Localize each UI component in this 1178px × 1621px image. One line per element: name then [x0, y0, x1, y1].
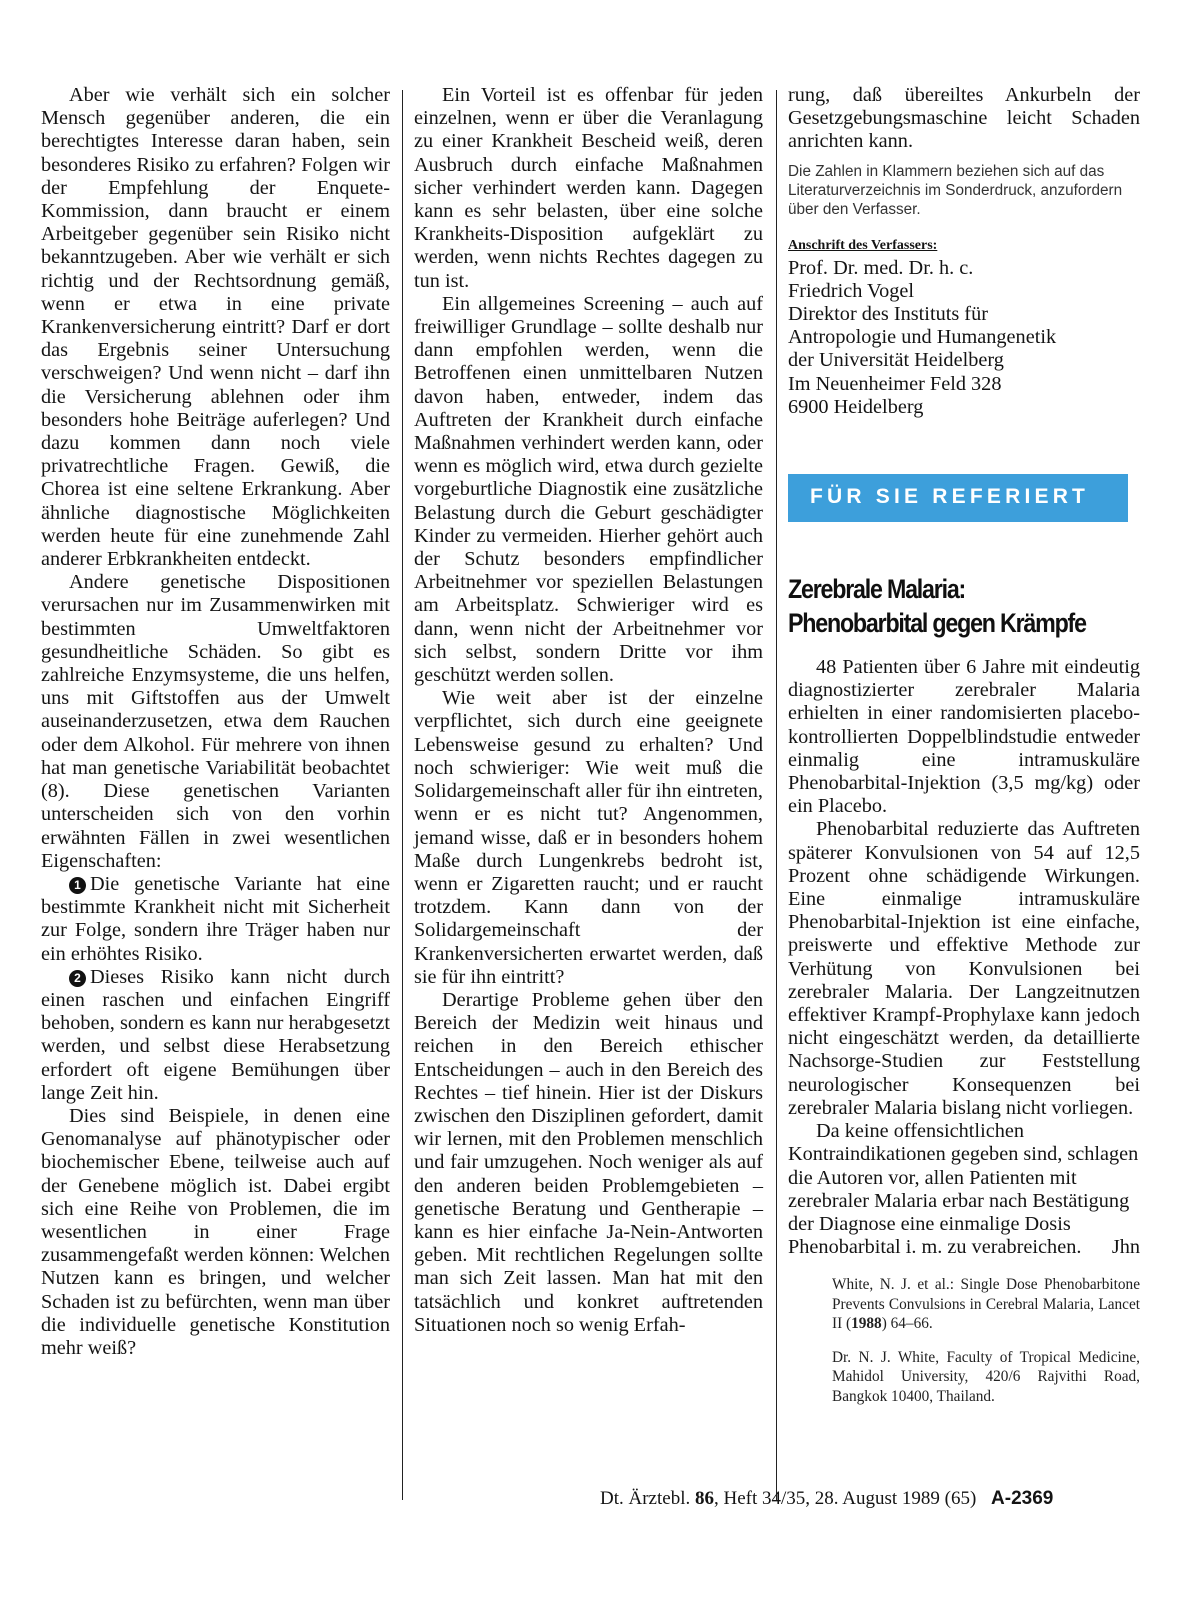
address-label: Anschrift des Verfassers: — [788, 237, 938, 253]
column-3 — [788, 84, 1140, 1406]
address-line: 6900 Heidelberg — [788, 395, 924, 418]
address-line: Prof. Dr. med. Dr. h. c. — [788, 256, 974, 279]
paragraph: Wie weit aber ist der einzelne verpflichtet, sich durch eine geeignete Lebensweise gesund zu erhalten? Und noch schwieriger: Wie weit muß die Solidargemeinschaft aller für ihn eintreten, wenn er es nicht tut? Angenommen, jemand wisse, daß er in besonders hohem Maße durch Lungenkrebs bedroht ist, wenn er Zigaretten raucht; und er raucht trotzdem. Kann dann von der Solidargemeinschaft der Krankenversicherten erwartet werden, daß sie für ihn eintritt? — [414, 687, 763, 988]
paragraph-text: Da keine offensichtlichen Kontraindikationen gegeben sind, schlagen die Autoren vor, allen Patienten mit zerebraler Malaria erbar nach Bestätigung der Diagnose eine einmalige Dosis Phenobarbital i. m. zu verabreichen. — [788, 1120, 1139, 1259]
author-address — [788, 257, 1140, 419]
list-item — [41, 966, 390, 1105]
list-item — [41, 873, 390, 966]
headline-line: Zerebrale Malaria: — [788, 574, 966, 605]
address-line: Friedrich Vogel — [788, 279, 914, 302]
paragraph: Andere genetische Dispositionen verursachen nur im Zusammenwirken mit bestimmten Umweltfaktoren gesundheitliche Schäden. So gibt es zahlreiche Enzymsysteme, die uns helfen, uns mit Giftstoffen aus der Umwelt auseinanderzusetzen, etwa dem Rauchen oder dem Alkohol. Für mehrere von ihnen hat man genetische Variabilität beobachtet (8). Diese genetischen Varianten unterscheiden sich von den vorhin erwähnten Fällen in zwei wesentlichen Eigenschaften: — [41, 571, 390, 872]
paragraph: Ein allgemeines Screening – auch auf freiwilliger Grundlage – sollte deshalb nur dann empfohlen werden, wenn die Betroffenen einen unmittelbaren Nutzen davon haben, entweder, indem das Auftreten der Krankheit durch einfache Maßnahmen verhindert werden kann, oder wenn es möglich wird, etwa durch gezielte vorgeburtliche Diagnostik eine zusätzliche Belastung durch die Geburt geschädigter Kinder zu vermeiden. Hierher gehört auch der Schutz besonders empfindlicher Arbeitnehmer vor speziellen Belastungen am Arbeitsplatz. Schwieriger wird es dann, wenn nicht der Arbeitnehmer vor sich selbst, sondern Dritte vor ihm geschützt werden sollen. — [414, 292, 763, 687]
paragraph: 48 Patienten über 6 Jahre mit eindeutig diagnostizierter zerebraler Malaria erhielten in einer randomisierten placebo-kontrollierten Doppelblindstudie entweder einmalig eine intramuskuläre Phenobarbital-Injektion (3,5 mg/kg) oder ein Placebo. — [788, 656, 1140, 818]
author-signature: Jhn — [1111, 1236, 1140, 1259]
correspondence-address: Dr. N. J. White, Faculty of Tropical Medicine, Mahidol University, 420/6 Rajvithi Road, Bangkok 10400, Thailand. — [832, 1348, 1140, 1405]
paragraph: Phenobarbital reduzierte das Auftreten späterer Konvulsionen von 54 auf 12,5 Prozent ohne schädigende Wirkungen. Eine einmalige intramuskuläre Phenobarbital-Injektion ist eine einfache, preiswerte und effektive Methode zur Verhütung von Konvulsionen bei zerebraler Malaria. Der Langzeitnutzen effektiver Krampf-Prophylaxe kann jedoch nicht eingeschätzt werden, da detaillierte Nachsorge-Studien zur Feststellung neurologischer Konsequenzen bei zerebraler Malaria bislang nicht vorliegen. — [788, 818, 1140, 1119]
address-line: Direktor des Instituts für — [788, 303, 988, 326]
volume-number: 86 — [694, 1488, 714, 1509]
headline-line: Phenobarbital gegen Krämpfe — [788, 608, 1086, 639]
column-rule — [776, 90, 777, 1500]
list-item-text: Dieses Risiko kann nicht durch einen raschen und einfachen Eingriff behoben, sondern es kann nur herabgesetzt werden, und selbst diese Herabsetzung erfordert oft eigene Bemühungen über lange Zeit hin. — [41, 965, 390, 1104]
journal-name: Dt. Ärztebl. — [600, 1488, 691, 1509]
bullet-number-icon: 2 — [69, 970, 86, 987]
paragraph: rung, daß übereiltes Ankurbeln der Gesetzgebungsmaschine leicht Schaden anrichten kann. — [788, 84, 1140, 153]
paragraph: Aber wie verhält sich ein solcher Mensch gegenüber anderen, die ein berechtigtes Interesse daran haben, sein besonderes Risiko zu erfahren? Folgen wir der Empfehlung der Enquete-Kommission, dann braucht er einem Arbeitgeber gegenüber sein Risiko nicht bekanntzugeben. Aber wie verhält er sich richtig und der Rechtsordnung gemäß, wenn er etwa in eine private Krankenversicherung eintritt? Darf er dort das Ergebnis seiner Untersuchung verschweigen? Und wenn nicht – darf ihn die Versicherung ablehnen oder ihm besonders hohe Beiträge auferlegen? Und dazu kommen dann noch viele privatrechtliche Fragen. Gewiß, die Chorea ist eine seltene Erkrankung. Aber ähnliche diagnostische Möglichkeiten werden heute für eine zunehmende Zahl anderer Erbkrankheiten entdeckt. — [41, 84, 390, 571]
paragraph — [788, 1120, 1140, 1259]
bullet-number-icon: 1 — [69, 877, 86, 894]
address-line: Im Neuenheimer Feld 328 — [788, 372, 1002, 395]
issue-info: , Heft 34/35, 28. August 1989 (65) — [713, 1488, 977, 1509]
column-2 — [414, 84, 763, 1337]
address-line: der Universität Heidelberg — [788, 349, 1004, 372]
literature-reference: White, N. J. et al.: Single Dose Phenobarbitone Prevents Convulsions in Cerebral Malaria, Lancet II (1988) 64–66. — [832, 1276, 1140, 1333]
column-rule — [402, 90, 403, 1500]
reference-note: Die Zahlen in Klammern beziehen sich auf das Literaturverzeichnis im Sonderdruck, anzufordern über den Verfasser. — [788, 162, 1123, 218]
list-item-text: Die genetische Variante hat eine bestimmte Krankheit nicht mit Sicherheit zur Folge, sondern ihre Träger haben nur ein erhöhtes Risiko. — [41, 872, 390, 965]
page-number: A-2369 — [991, 1488, 1054, 1509]
banner-label: FÜR SIE REFERIERT — [810, 485, 1090, 509]
paragraph: Derartige Probleme gehen über den Bereich der Medizin weit hinaus und reichen in den Bereich ethischer Entscheidungen – auch in den Bereich des Rechtes – tief hinein. Hier ist der Diskurs zwischen den Disziplinen gefordert, damit wir lernen, mit den Problemen menschlich und fair umzugehen. Noch weniger als auf den anderen beiden Problemgebieten – genetische Beratung und Gentherapie – kann es hier einfache Ja-Nein-Antworten geben. Mit rechtlichen Regelungen sollte man sich Zeit lassen. Man hat mit den tatsächlich und konkret auftretenden Situationen noch so wenig Erfah- — [414, 988, 763, 1336]
column-1 — [41, 84, 390, 1360]
address-line: Antropologie und Humangenetik — [788, 326, 1057, 349]
article-headline — [788, 572, 1091, 640]
page-footer — [600, 1488, 1053, 1510]
section-banner — [788, 474, 1128, 522]
paragraph: Ein Vorteil ist es offenbar für jeden einzelnen, wenn er über die Veranlagung zu einer Krankheit Bescheid weiß, deren Ausbruch durch einfache Maßnahmen sicher verhindert werden kann. Dagegen kann es sehr belasten, über eine solche Krankheits-Disposition aufgeklärt zu werden, wenn nichts Rechtes dagegen zu tun ist. — [414, 84, 763, 292]
paragraph: Dies sind Beispiele, in denen eine Genomanalyse auf phänotypischer oder biochemischer Ebene, teilweise auch auf der Genebene möglich ist. Dabei ergibt sich eine Reihe von Problemen, die im wesentlichen in einer Frage zusammengefaßt werden können: Welchen Nutzen kann es bringen, und welcher Schaden ist zu befürchten, wenn man über die individuelle genetische Konstitution mehr weiß? — [41, 1104, 390, 1359]
